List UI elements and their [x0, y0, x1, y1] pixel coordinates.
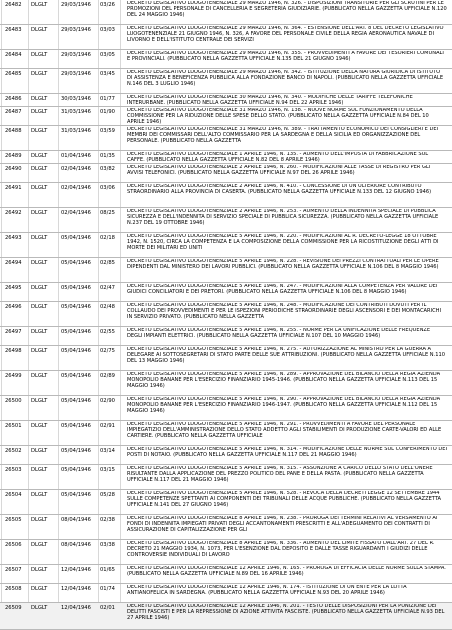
row-number: 26483	[5, 27, 22, 33]
row-description: DECRETO LEGISLATIVO LUOGOTENENZIALE 5 APRILE 1946, N. 255. - NORME PER LA UNIFICAZIONE DELLE FREQUENZE DEGLI IMPIANTI ELETTRICI. (PUBBLICATO NELLA GAZZETTA UFFICIALE N.107 DEL 10 MAGGIO 1946)	[127, 328, 431, 339]
row-act-type: DLGLT	[31, 128, 48, 134]
row-act-type: DLGLT	[31, 542, 48, 548]
row-date: 05/04/1946	[61, 235, 91, 241]
row-act-type: DLGLT	[31, 153, 48, 159]
row-code: 03/26	[100, 2, 115, 8]
table-row[interactable]	[0, 584, 452, 603]
table-row[interactable]	[0, 421, 452, 446]
row-number: 26488	[5, 128, 22, 134]
row-date: 02/04/1946	[61, 210, 91, 216]
row-number: 26482	[5, 2, 22, 8]
row-code: 03/38	[100, 542, 115, 548]
row-code: 03/05	[100, 52, 115, 58]
row-date: 05/04/1946	[61, 329, 91, 335]
row-date: 12/04/1946	[61, 586, 91, 592]
row-code: 01/77	[100, 96, 115, 102]
row-act-type: DLGLT	[31, 96, 48, 102]
row-description: DECRETO LEGISLATIVO LUOGOTENENZIALE 5 APRILE 1946, N. 289. - APPROVAZIONE DEL BILANCIO DELLA REGIA AZIENDA MONOPOLIO BANANE PER L'ESERCIZIO FINANZIARIO 1945-1946. (PUBBLICATO NELLA GAZZETTA UFFICIALE N.113 DEL 15 MAGGIO 1946)	[127, 372, 441, 389]
table-row[interactable]	[0, 258, 452, 283]
row-description: DECRETO LEGISLATIVO LUOGOTENENZIALE 31 MARZO 1946, N. 389. - TRATTAMENTO ECONOMICO DEI CONSIGLIERI E DEI MEMBRI DEI COMMISSARI DELL'ALTO COMMISSARIO PER LA SARDEGNA E DELLA SICILIA ED ORGANIZZAZIONE DEL PERSONALE. (PUBBLICATO NELLA GAZZETTA	[127, 127, 439, 144]
row-date: 12/04/1946	[61, 605, 91, 611]
table-row[interactable]	[0, 283, 452, 302]
table-row[interactable]	[0, 565, 452, 584]
row-code: 05/28	[100, 492, 115, 498]
row-number: 26499	[5, 373, 22, 379]
row-description: DECRETO LEGISLATIVO LUOGOTENENZIALE 5 APRILE 1946, N. 315. - ASSUNZIONE A CARICO DELLO STATO DELL'ONERE RISULTANTE DALLA APPLICAZIONE DEL PREZZO POLITICO DEL PANE E DELLA PASTA. (PUBBLICATO NELLA GAZZETTA UFFICIALE N.117 DEL 21 MAGGIO 1946)	[127, 466, 433, 483]
row-number: 26500	[5, 398, 22, 404]
row-description: DECRETO LEGISLATIVO LUOGOTENENZIALE 30 MARZO 1946, N. 340. - MODIFICHE DELLE TARIFFE TELEFONICHE INTERURBANE. (PUBBLICATO NELLA GAZZETTA UFFICIALE N.94 DEL 22 APRILE 1946)	[127, 95, 413, 106]
row-number: 26484	[5, 52, 22, 58]
row-description: DECRETO LEGISLATIVO LUOGOTENENZIALE 5 APRILE 1946, N. 528. - REVOCA DELLA DECRETI LEGGE 12 SETTEMBRE 1944 SULLE COMPETENZE SPETTANTI AI COMPONENTI DEI TRIBUNALI DELLE ACQUE PUBBLICHE. (PUBBLICATO NELLA GAZZETTA UFFICIALE N.141 DEL 27 GIUGNO 1946)	[127, 491, 442, 508]
row-code: 08/25	[100, 210, 115, 216]
row-date: 05/04/1946	[61, 423, 91, 429]
row-date: 31/03/1946	[61, 128, 91, 134]
table-row[interactable]	[0, 490, 452, 515]
row-date: 05/04/1946	[61, 398, 91, 404]
row-description: DECRETO LEGISLATIVO LUOGOTENENZIALE 29 MARZO 1946, N. 355. - PROVVEDIMENTI A FAVORE DEI TESORIERI COMUNALI E PROVINCIALI. (PUBBLICATO NELLA GAZZETTA UFFICIALE N.135 DEL 21 GIUGNO 1946)	[127, 51, 444, 62]
row-number: 26506	[5, 542, 22, 548]
table-row[interactable]	[0, 346, 452, 371]
row-date: 08/04/1946	[61, 517, 91, 523]
row-date: 05/04/1946	[61, 492, 91, 498]
row-act-type: DLGLT	[31, 586, 48, 592]
table-row[interactable]	[0, 446, 452, 465]
row-description: DECRETO LEGISLATIVO LUOGOTENENZIALE 8 APRILE 1946, N. 238. - PROROGA DEI TERMINI RELATIVI AL VERSAMENTO AI FONDI DI INDENNITA IMPIEGATI PRIVATI DEGLI ACCANTONAMENTI PRESCRITTI E ALL'ADEGUAMENTO DEI CONTRATTI DI ASSICURAZIONE DI CAPITALIZZAZIONE PER GLI	[127, 516, 438, 533]
row-act-type: DLGLT	[31, 448, 48, 454]
table-row[interactable]	[0, 302, 452, 327]
row-date: 08/04/1946	[61, 542, 91, 548]
table-row[interactable]	[0, 371, 452, 396]
row-number: 26487	[5, 109, 22, 115]
table-row[interactable]	[0, 603, 452, 630]
row-act-type: DLGLT	[31, 348, 48, 354]
row-code: 01/35	[100, 153, 115, 159]
row-act-type: DLGLT	[31, 210, 48, 216]
table-row[interactable]	[0, 515, 452, 540]
row-number: 26505	[5, 517, 22, 523]
row-description: DECRETO LEGISLATIVO LUOGOTENENZIALE 12 APRILE 1946, N. 201. - TESTO DELLE DISPOSIZIONI PER LA PUNIZIONE DEI DELITTI FASCISTI E PER LA REPRESSIONE DI AZIONE ATTIVITA FASCISTE. (PUBBLICATO NELLA GAZZETTA UFFICIALE N.93 DEL 27 APRILE 1946)	[127, 604, 445, 621]
row-number: 26498	[5, 348, 22, 354]
table-row[interactable]	[0, 327, 452, 346]
row-act-type: DLGLT	[31, 423, 48, 429]
table-row[interactable]	[0, 94, 452, 107]
row-number: 26489	[5, 153, 22, 159]
row-number: 26507	[5, 567, 22, 573]
row-act-type: DLGLT	[31, 166, 48, 172]
row-act-type: DLGLT	[31, 329, 48, 335]
row-description: DECRETO LEGISLATIVO LUOGOTENENZIALE 12 APRILE 1946, N. 174. - ISTITUZIONE DI UN ENTE PER LA LOTTA ANTIANOFELICA IN SARDEGNA. (PUBBLICATO NELLA GAZZETTA UFFICIALE N.93 DEL 20 APRILE 1946)	[127, 585, 407, 596]
row-act-type: DLGLT	[31, 52, 48, 58]
row-code: 02/55	[100, 329, 115, 335]
row-act-type: DLGLT	[31, 373, 48, 379]
row-number: 26485	[5, 71, 22, 77]
row-code: 02/18	[100, 235, 115, 241]
row-description: DECRETO LEGISLATIVO LUOGOTENENZIALE 31 MARZO 1946, N. 138. - NUOVE NORME SUL FUNZIONAMENTO DELLA COMMISSIONE PER LA RIDUZIONE DELLE SPESE DELLO STATO. (PUBBLICATO NELLA GAZZETTA UFFICIALE N.84 DEL 10 APRILE 1946)	[127, 108, 429, 125]
table-row[interactable]	[0, 25, 452, 50]
row-act-type: DLGLT	[31, 285, 48, 291]
row-description: DECRETO LEGISLATIVO LUOGOTENENZIALE 5 APRILE 1946, N. 291. - PROVVEDIMENTI A FAVORE DEL PERSONALE IMPIEGATIZIO DELL'AMMINISTRAZIONE DELLO STATO ADDETTO AGLI STABILIMENTI DI PRODUZIONE CARTE-VALORI ED ALLE CARTIERE. (PUBBLICATO NELLA GAZZETTA UFFICIALE	[127, 422, 442, 439]
row-description: DECRETO LEGISLATIVO LUOGOTENENZIALE 29 MARZO 1946, N. 364. - ESTENSIONE DELL'ART. 8 DEL DECRETO LEGISLATIVO LUOGOTENENZIALE 21 GIUGNO 1946, N. 326, A FAVORE DEL PERSONALE CIVILE DELLA REGIA AERONAUTICA NAVALE DI LIVORNO E DELL'ISTITUTO CENTRALE DEI SERVIZI	[127, 26, 444, 43]
row-date: 30/03/1946	[61, 96, 91, 102]
row-description: DECRETO LEGISLATIVO LUOGOTENENZIALE 5 APRILE 1946, N. 314. - MODIFICAZIONE DELLE NORME SUL CONFERIMENTO DEI POSTI DI NOTAIO. (PUBBLICATO NELLA GAZZETTA UFFICIALE N.117 DEL 21 MAGGIO 1946)	[127, 447, 447, 458]
row-number: 26494	[5, 260, 22, 266]
row-number: 26508	[5, 586, 22, 592]
row-date: 12/04/1946	[61, 567, 91, 573]
row-code: 02/38	[100, 517, 115, 523]
row-number: 26501	[5, 423, 22, 429]
row-description: DECRETO LEGISLATIVO LUOGOTENENZIALE 1 APRILE 1946, N. 135. - AUMENTO DELL'IMPOSTA DI FABBRICAZIONE SUL CAFFE. (PUBBLICATO NELLA GAZZETTA UFFICIALE N.82 DEL 8 APRILE 1946)	[127, 152, 429, 163]
row-code: 02/47	[100, 285, 115, 291]
row-code: 03/14	[100, 448, 115, 454]
row-number: 26491	[5, 185, 22, 191]
table-row[interactable]	[0, 208, 452, 233]
row-code: 02/85	[100, 260, 115, 266]
row-act-type: DLGLT	[31, 260, 48, 266]
table-row[interactable]	[0, 183, 452, 208]
row-act-type: DLGLT	[31, 492, 48, 498]
row-date: 05/04/1946	[61, 448, 91, 454]
row-description: DECRETO LEGISLATIVO LUOGOTENENZIALE 5 APRILE 1946, N. 228. - REVISIONE DEI PREZZI CONTRATTUALI PER LE OPERE DIPENDENTI DAL MINISTERO DEI LAVORI PUBBLICI. (PUBBLICATO NELLA GAZZETTA UFFICIALE N.106 DEL 8 MAGGIO 1946)	[127, 259, 439, 270]
row-code: 01/90	[100, 109, 115, 115]
row-code: 02/90	[100, 398, 115, 404]
row-description: DECRETO LEGISLATIVO LUOGOTENENZIALE 2 APRILE 1946, N. 260. - MODIFICAZIONI ALLE TASSE DI REGISTRO PER GLI AVVISI TELEFONICI. (PUBBLICATO NELLA GAZZETTA UFFICIALE N.97 DEL 26 APRILE 1946)	[127, 165, 431, 176]
row-act-type: DLGLT	[31, 185, 48, 191]
row-description: DECRETO LEGISLATIVO LUOGOTENENZIALE 5 APRILE 1946, N. 220. - MODIFICAZIONI AL R. DECRETO-LEGGE 18 OTTOBRE 1942, N. 1520, CIRCA LA COMPETENZA E LA COMPOSIZIONE DELLA COMMISSIONE PER LA RICOSTITUZIONE DEGLI ATTI DI MORTE DEI MILITARI ED UNITI	[127, 234, 439, 251]
table-row[interactable]	[0, 396, 452, 421]
row-description: DECRETO LEGISLATIVO LUOGOTENENZIALE 2 APRILE 1946, N. 253. - AUMENTO DELLA INDENNITA SPECIALE DI PUBBLICA SICUREZZA E DELL'INDENNITA DI SERVIZIO SPECIALE DI PUBBLICA SICUREZZA. (PUBBLICATO NELLA GAZZETTA UFFICIALE N.237 DEL 19 OTTOBRE 1946)	[127, 209, 439, 226]
row-code: 02/48	[100, 304, 115, 310]
row-description: DECRETO LEGISLATIVO LUOGOTENENZIALE 5 APRILE 1946, N. 275. - AUTORIZZAZIONE AL MINISTRO PER LA GUERRA A DELEGARE AI SOTTOSEGRETARI DI STATO PARTE DELLE SUE ATTRIBUZIONI. (PUBBLICATO NELLA GAZZETTA UFFICIALE N.110 DEL 13 MAGGIO 1946)	[127, 347, 445, 364]
row-number: 26509	[5, 605, 22, 611]
row-description: DECRETO LEGISLATIVO LUOGOTENENZIALE 8 APRILE 1946, N. 336. - AUMENTO DEL LIMITE FISSATO DALL'ART. 27 DEL R. DECRETO 21 MAGGIO 1934, N. 1073, PER L'ESENZIONE DAL DEPOSITO E DALLE TASSE RIGUARDANTI I GIUDIZI DELLE CONTROVERSIE INDIVIDUALI DI LAVORO	[127, 541, 435, 558]
table-row[interactable]	[0, 69, 452, 94]
table-row[interactable]	[0, 540, 452, 565]
row-number: 26502	[5, 448, 22, 454]
row-date: 05/04/1946	[61, 467, 91, 473]
row-number: 26497	[5, 329, 22, 335]
table-row[interactable]	[0, 50, 452, 69]
row-act-type: DLGLT	[31, 467, 48, 473]
row-act-type: DLGLT	[31, 605, 48, 611]
row-date: 05/04/1946	[61, 373, 91, 379]
table-row[interactable]	[0, 126, 452, 151]
row-description: DECRETO LEGISLATIVO LUOGOTENENZIALE 5 APRILE 1946, N. 247. - MODIFICAZIONI ALLA COMPETENZA PER VALORE DEI GIUDICI CONCILIATORI E DEI PRETORI. (PUBBLICATO NELLA GAZZETTA UFFICIALE N.106 DEL 8 MAGGIO 1946)	[127, 284, 438, 295]
row-date: 05/04/1946	[61, 285, 91, 291]
row-act-type: DLGLT	[31, 109, 48, 115]
row-date: 29/03/1946	[61, 2, 91, 8]
row-code: 02/89	[100, 373, 115, 379]
row-code: 01/74	[100, 586, 115, 592]
table-row[interactable]	[0, 465, 452, 490]
row-code: 03/03	[100, 27, 115, 33]
table-row[interactable]	[0, 164, 452, 183]
row-date: 29/03/1946	[61, 27, 91, 33]
row-description: DECRETO LEGISLATIVO LUOGOTENENZIALE 29 MARZO 1946, N. 342. - ISTITUZIONE DELLA NATURA GIURIDICA DI ISTITUTO DI ASSISTENZA E BENEFICENZA PUBBLICA ALLA FONDAZIONE BANCO DI NAPOLI. (PUBBLICATO NELLA GAZZETTA UFFICIALE N.146 DEL 3 LUGLIO 1946)	[127, 70, 444, 87]
row-act-type: DLGLT	[31, 304, 48, 310]
row-act-type: DLGLT	[31, 398, 48, 404]
row-description: DECRETO LEGISLATIVO LUOGOTENENZIALE 29 MARZO 1946, N. 326. - DISPOSIZIONI TRANSITORIE PER GLI SCRUTINI PER LE PROMOZIONI DEL PERSONALE DI CANCELLERIA E SEGRETERIA GIUDIZIARIE. (PUBBLICATO NELLA GAZZETTA UFFICIALE N.120 DEL 24 MAGGIO 1946)	[127, 1, 447, 18]
table-row[interactable]	[0, 151, 452, 164]
row-number: 26490	[5, 166, 22, 172]
row-date: 02/04/1946	[61, 166, 91, 172]
row-act-type: DLGLT	[31, 517, 48, 523]
row-date: 02/04/1946	[61, 185, 91, 191]
row-act-type: DLGLT	[31, 567, 48, 573]
row-description: DECRETO LEGISLATIVO LUOGOTENENZIALE 12 APRILE 1946, N. 165. - PROROGA DI EFFICACIA DELLE NORME SULLA STAMPA. (PUBBLICATO NELLA GAZZETTA UFFICIALE N.89 DEL 16 APRILE 1946)	[127, 566, 446, 577]
row-code: 03/59	[100, 128, 115, 134]
row-date: 29/03/1946	[61, 52, 91, 58]
row-number: 26486	[5, 96, 22, 102]
row-code: 02/75	[100, 348, 115, 354]
row-code: 02/91	[100, 423, 115, 429]
row-code: 03/06	[100, 185, 115, 191]
row-code: 03/45	[100, 71, 115, 77]
row-number: 26495	[5, 285, 22, 291]
row-act-type: DLGLT	[31, 235, 48, 241]
row-number: 26493	[5, 235, 22, 241]
row-date: 31/03/1946	[61, 109, 91, 115]
table-row[interactable]	[0, 107, 452, 126]
row-code: 03/15	[100, 467, 115, 473]
row-date: 05/04/1946	[61, 260, 91, 266]
row-number: 26503	[5, 467, 22, 473]
row-code: 01/65	[100, 567, 115, 573]
row-description: DECRETO LEGISLATIVO LUOGOTENENZIALE 2 APRILE 1946, N. 410. - CONCESSIONE DI UN ULTERIORE CONTRIBUTO STRAORDINARIO ALLA PROVINCIA DI CASERTA. (PUBBLICATO NELLA GAZZETTA UFFICIALE N.133 DEL 12 GIUGNO 1946)	[127, 184, 432, 195]
row-act-type: DLGLT	[31, 27, 48, 33]
row-date: 05/04/1946	[61, 304, 91, 310]
row-code: 02/01	[100, 605, 115, 611]
table-row[interactable]	[0, 233, 452, 258]
row-date: 01/04/1946	[61, 153, 91, 159]
row-description: DECRETO LEGISLATIVO LUOGOTENENZIALE 5 APRILE 1946, N. 248. - MODIFICAZIONE DEI CONTRIBUTI DOVUTI PER IL COLLAUDO DEI PROVVEDIMENTI E PER LE ISPEZIONI PERIODICHE STRAORDINARIE DEGLI ASCENSORI E DEI MONTACARICHI IN SERVIZIO PRIVATO. (PUBBLICATO NELLA GAZZETTA	[127, 303, 441, 320]
table-row[interactable]	[0, 0, 452, 25]
row-number: 26496	[5, 304, 22, 310]
row-act-type: DLGLT	[31, 2, 48, 8]
row-date: 29/03/1946	[61, 71, 91, 77]
row-description: DECRETO LEGISLATIVO LUOGOTENENZIALE 5 APRILE 1946, N. 290. - APPROVAZIONE DEL BILANCIO DELLA REGIA AZIENDA MONOPOLIO BANANE PER L'ESERCIZIO FINANZIARIO 1946-1947. (PUBBLICATO NELLA GAZZETTA UFFICIALE N.112 DEL 15 MAGGIO 1946)	[127, 397, 441, 414]
row-number: 26492	[5, 210, 22, 216]
row-code: 03/82	[100, 166, 115, 172]
row-act-type: DLGLT	[31, 71, 48, 77]
row-date: 05/04/1946	[61, 348, 91, 354]
row-number: 26504	[5, 492, 22, 498]
